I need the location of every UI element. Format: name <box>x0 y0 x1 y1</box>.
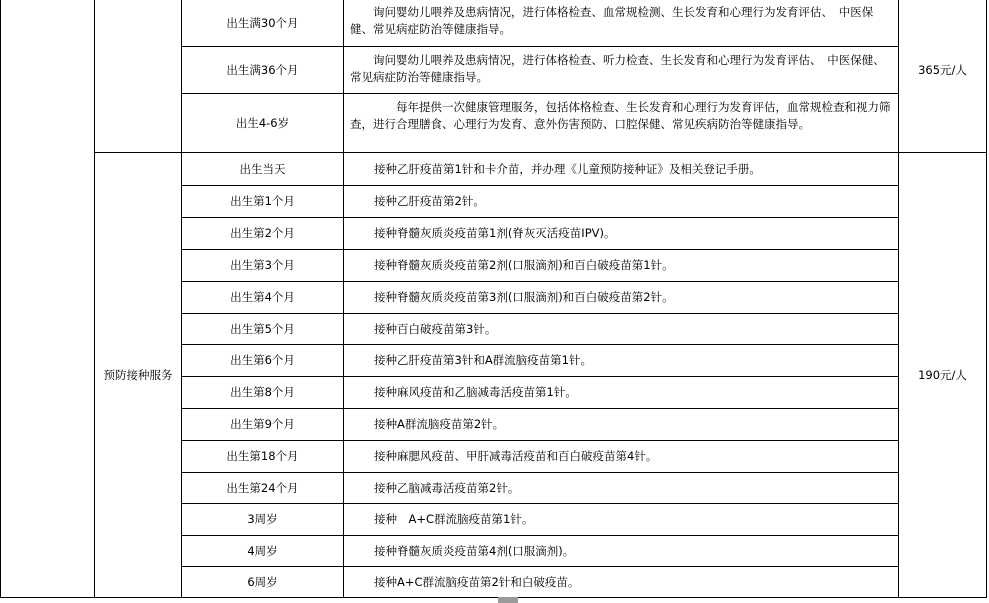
price-cell: 190元/人 <box>918 367 967 382</box>
service-category-label: 预防接种服务 <box>103 368 173 382</box>
vaccine-description: 接种麻腮风疫苗、甲肝减毒活疫苗和百白破疫苗第4针。 <box>374 449 658 463</box>
table-border-bottom <box>0 597 987 598</box>
vaccine-description: 接种脊髓灰质炎疫苗第1剂(脊灰灭活疫苗IPV)。 <box>374 226 616 240</box>
price-cell: 365元/人 <box>918 62 967 77</box>
age-cell: 出生满36个月 <box>226 62 299 77</box>
vaccine-description: 接种麻风疫苗和乙脑减毒活疫苗第1针。 <box>374 385 577 399</box>
vaccine-description: 接种A群流脑疫苗第2针。 <box>374 417 505 431</box>
vaccine-description: 接种乙肝疫苗第2针。 <box>374 194 485 208</box>
column-divider <box>94 0 95 598</box>
age-cell: 出生当天 <box>239 161 286 176</box>
service-description: 询问婴幼儿喂养及患病情况，进行体格检查、听力检查、生长发育和心理行为发育评估、 中医保健、常见病症防治等健康指导。 <box>350 53 885 84</box>
age-cell: 出生第18个月 <box>226 449 299 463</box>
vaccine-description: 接种脊髓灰质炎疫苗第2剂(口服滴剂)和百白破疫苗第1针。 <box>374 258 674 272</box>
table-border-left <box>0 0 1 598</box>
age-cell: 出生第5个月 <box>230 321 295 336</box>
age-cell: 6周岁 <box>247 574 278 589</box>
revision-marker <box>498 597 518 603</box>
age-cell: 出生满30个月 <box>226 15 299 30</box>
age-cell: 出生第4个月 <box>230 290 295 304</box>
age-cell: 出生第8个月 <box>230 385 295 399</box>
vaccine-description: 接种 A+C群流脑疫苗第1针。 <box>374 512 534 526</box>
age-cell: 出生第2个月 <box>230 226 295 240</box>
table-border-right <box>986 0 987 598</box>
vaccine-description: 接种乙肝疫苗第3针和A群流脑疫苗第1针。 <box>374 353 592 367</box>
age-cell: 3周岁 <box>247 512 278 526</box>
vaccine-description: 接种乙肝疫苗第1针和卡介苗，并办理《儿童预防接种证》及相关登记手册。 <box>374 161 761 176</box>
age-cell: 出生第1个月 <box>230 194 295 208</box>
vaccine-description: 接种脊髓灰质炎疫苗第4剂(口服滴剂)。 <box>374 543 575 558</box>
age-cell: 出生第24个月 <box>226 480 299 495</box>
vaccine-description: 接种百白破疫苗第3针。 <box>374 321 497 336</box>
age-cell: 4周岁 <box>247 543 278 558</box>
age-cell: 出生第3个月 <box>230 258 295 272</box>
vaccine-description: 接种乙脑减毒活疫苗第2针。 <box>374 480 520 495</box>
age-cell: 出生第9个月 <box>230 417 295 431</box>
vaccine-description: 接种A+C群流脑疫苗第2针和白破疫苗。 <box>374 574 580 589</box>
vaccine-description: 接种脊髓灰质炎疫苗第3剂(口服滴剂)和百白破疫苗第2针。 <box>374 290 674 304</box>
age-cell: 出生4-6岁 <box>235 115 290 130</box>
age-cell: 出生第6个月 <box>230 353 295 367</box>
service-description: 询问婴幼儿喂养及患病情况，进行体格检查、血常规检测、生长发育和心理行为发育评估、 中医保健、常见病症防治等健康指导。 <box>350 5 874 36</box>
service-description: 每年提供一次健康管理服务，包括体格检查、生长发育和心理行为发育评估，血常规检查和视力筛查，进行合理膳食、心理行为发育、意外伤害预防、口腔保健、常见疾病防治等健康指导。 <box>350 100 891 131</box>
